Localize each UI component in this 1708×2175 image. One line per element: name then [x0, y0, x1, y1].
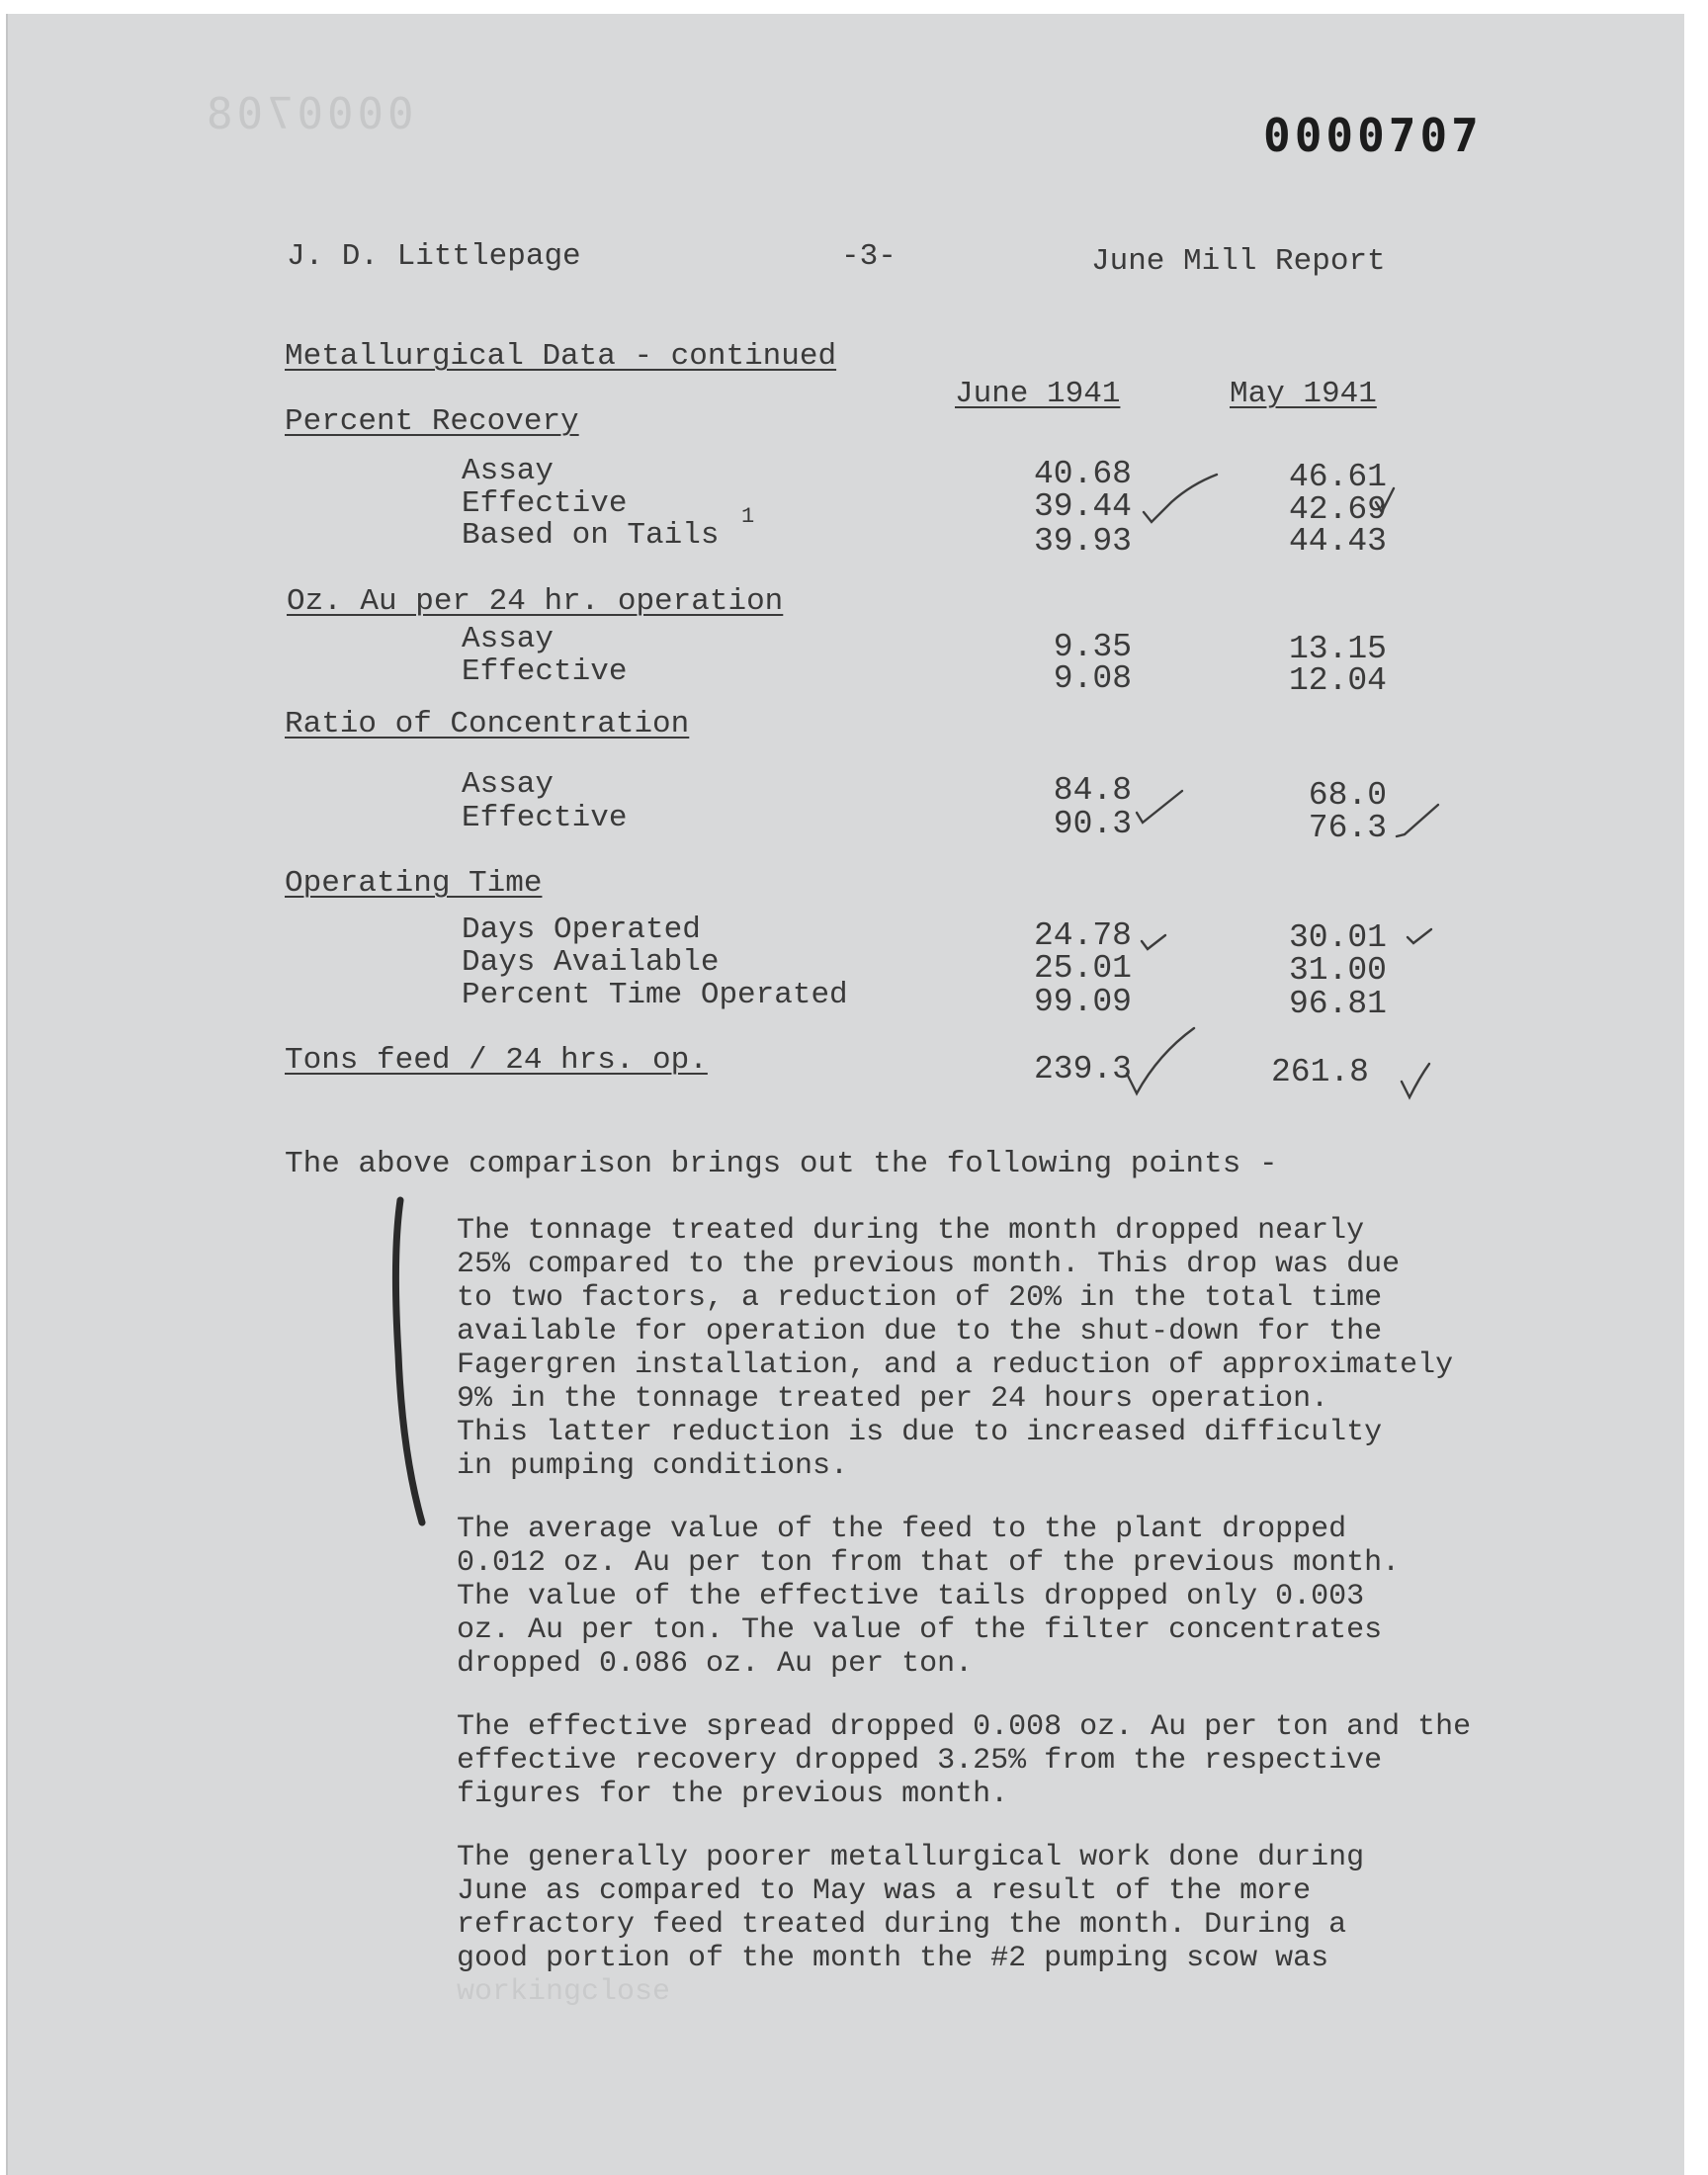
column-header-may: May 1941	[1230, 377, 1377, 411]
may-value: 68.0	[1308, 777, 1387, 814]
check-icon	[1402, 1064, 1429, 1097]
group-title-oz-au: Oz. Au per 24 hr. operation	[287, 584, 784, 619]
check-icon	[1397, 805, 1438, 836]
june-value: 90.3	[1053, 806, 1132, 842]
row-label: Assay	[462, 767, 555, 802]
may-value: 44.43	[1288, 523, 1387, 560]
margin-bracket	[390, 1196, 430, 1532]
faded-line: workingclose	[457, 1975, 671, 2009]
june-value: 39.44	[1033, 488, 1132, 525]
row-label: Days Available	[462, 945, 720, 980]
section-title: Metallurgical Data - continued	[285, 339, 837, 374]
check-icon	[1142, 935, 1165, 949]
may-value: 76.3	[1308, 810, 1387, 846]
paragraph: The average value of the feed to the plant dropped 0.012 oz. Au per ton from that of the previous month. The value of the effective tails dropped only 0.003 oz. Au per ton. The value of the filter concentrates dropped 0.086 oz. Au per ton.	[457, 1513, 1401, 1681]
column-header-june: June 1941	[955, 377, 1121, 411]
footnote-mark: 1	[741, 504, 755, 529]
check-icon	[1376, 488, 1394, 512]
june-value: 9.35	[1053, 629, 1132, 665]
report-title: June Mill Report	[1091, 244, 1386, 279]
june-value: 99.09	[1033, 984, 1132, 1020]
paragraph: The generally poorer metallurgical work done during June as compared to May was a result of the more refractory feed treated during the month. During a good portion of the month the #2 pumping scow was	[457, 1841, 1365, 1975]
row-label: Based on Tails	[462, 518, 720, 553]
may-value: 30.01	[1288, 919, 1387, 956]
paragraph: The tonnage treated during the month dropped nearly 25% compared to the previous month. This drop was due to two factors, a reduction of 20% in the total time available for operation due to the shut-down for the Fagergren installation, and a reduction of approximately 9% in the tonnage treated per 24 hours operation. This latter reduction is due to increased difficulty in pumping conditions.	[457, 1214, 1454, 1483]
check-icon	[1144, 475, 1217, 522]
may-value: 13.15	[1288, 631, 1387, 667]
group-title-percent-recovery: Percent Recovery	[285, 404, 579, 439]
june-value: 9.08	[1053, 660, 1132, 697]
june-value: 239.3	[1033, 1051, 1132, 1088]
row-label: Effective	[462, 486, 628, 521]
bleed-through-number: 0000708	[203, 89, 414, 139]
may-value: 31.00	[1288, 952, 1387, 989]
row-label: Assay	[462, 454, 555, 488]
page-number: -3-	[841, 239, 897, 274]
row-label: Percent Time Operated	[462, 978, 848, 1012]
addressee: J. D. Littlepage	[287, 239, 581, 274]
may-value: 261.8	[1270, 1054, 1369, 1090]
june-value: 24.78	[1033, 917, 1132, 954]
row-label: Effective	[462, 801, 628, 835]
group-title-ratio: Ratio of Concentration	[285, 707, 690, 741]
check-icon	[1408, 929, 1431, 943]
june-value: 39.93	[1033, 523, 1132, 560]
group-title-operating-time: Operating Time	[285, 866, 543, 901]
june-value: 25.01	[1033, 950, 1132, 987]
row-label: Days Operated	[462, 913, 701, 947]
document-number-stamp: 0000707	[1263, 109, 1483, 162]
may-value: 12.04	[1288, 662, 1387, 699]
row-label: Assay	[462, 622, 555, 656]
check-icon	[1137, 791, 1182, 823]
paragraph: The effective spread dropped 0.008 oz. Au per ton and the effective recovery dropped 3.25% from the respective figures for the previous month.	[457, 1710, 1472, 1811]
tons-feed-label: Tons feed / 24 hrs. op.	[285, 1043, 708, 1078]
row-label: Effective	[462, 654, 628, 689]
intro-line: The above comparison brings out the following points -	[285, 1147, 1278, 1181]
june-value: 40.68	[1033, 456, 1132, 492]
may-value: 96.81	[1288, 986, 1387, 1022]
may-value: 46.61	[1288, 459, 1387, 495]
june-value: 84.8	[1053, 772, 1132, 809]
may-value: 42.69	[1288, 491, 1387, 528]
check-icon	[1127, 1028, 1194, 1093]
